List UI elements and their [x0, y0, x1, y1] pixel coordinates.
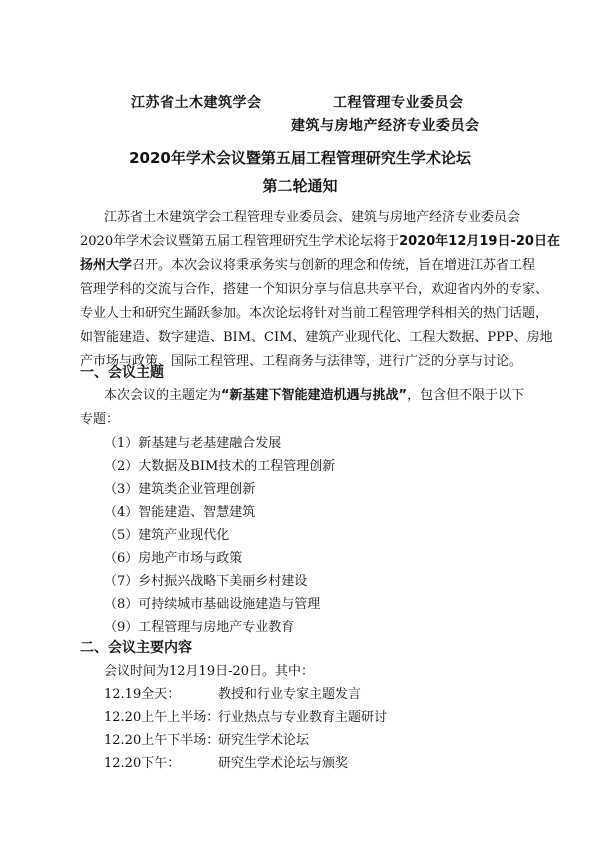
committee-name-1: 工程管理专业委员会: [333, 95, 464, 111]
theme-lead-2: 专题：: [80, 412, 120, 427]
schedule-lead: 会议时间为12月19日-20日。其中：: [104, 664, 315, 679]
meeting-date: 2020年12月19日-20日在: [399, 234, 560, 249]
theme-title: “新基建下智能建造机遇与挑战”: [221, 388, 408, 403]
topic-item: （5）建筑产业现代化: [104, 528, 230, 543]
schedule-desc: 教授和行业专家主题发言: [218, 687, 362, 702]
schedule-time: 12.20下午：: [104, 756, 181, 771]
topic-item: （4）智能建造、智慧建筑: [104, 505, 256, 520]
topic-item: （8）可持续城市基础设施建造与管理: [104, 597, 321, 612]
intro-line: 产市场与政策、国际工程管理、工程商务与法律等，进行广泛的分享与讨论。: [80, 354, 523, 369]
intro-line: [80, 230, 560, 254]
topic-item: （1）新基建与老基建融合发展: [104, 436, 282, 451]
schedule-time: 12.20上午下半场：: [104, 733, 220, 748]
document-title: 2020年学术会议暨第五届工程管理研究生学术论坛: [129, 149, 471, 167]
topic-item: （3）建筑类企业管理创新: [104, 482, 256, 497]
intro-line: 专业人士和研究生踊跃参加。本次论坛将针对当前工程管理学科相关的热门话题，: [80, 306, 549, 321]
section-heading-theme: 一、会议主题: [80, 365, 164, 381]
theme-lead-text: 本次会议的主题定为: [104, 388, 222, 403]
topic-item: （9）工程管理与房地产专业教育: [104, 620, 295, 635]
schedule-time: 12.20上午上半场：: [104, 710, 220, 725]
topic-item: （2）大数据及BIM技术的工程管理创新: [104, 459, 336, 474]
intro-text: 2020年学术会议暨第五届工程管理研究生学术论坛将于: [80, 234, 400, 249]
schedule-desc: 研究生学术论坛与颁奖: [218, 756, 349, 771]
theme-lead-text: ，包含但不限于以下: [407, 388, 525, 403]
theme-lead: [104, 384, 524, 408]
intro-line: 管理学科的交流与合作，搭建一个知识分享与信息共享平台，欢迎省内外的专家、: [80, 282, 549, 297]
schedule-desc: 行业热点与专业教育主题研讨: [218, 710, 388, 725]
intro-line: [80, 254, 535, 278]
committee-name-2: 建筑与房地产经济专业委员会: [291, 118, 480, 134]
organizer-name: 江苏省土木建筑学会: [131, 95, 262, 111]
schedule-time: 12.19全天：: [104, 687, 181, 702]
meeting-venue: 扬州大学: [80, 258, 133, 273]
intro-line: 如智能建造、数字建造、BIM、CIM、建筑产业现代化、工程大数据、PPP、房地: [80, 330, 553, 345]
schedule-desc: 研究生学术论坛: [218, 733, 310, 748]
topic-item: （7）乡村振兴战略下美丽乡村建设: [104, 574, 308, 589]
document-subtitle: 第二轮通知: [262, 177, 338, 195]
intro-line: 江苏省土木建筑学会工程管理专业委员会、建筑与房地产经济专业委员会: [104, 210, 521, 225]
intro-text: 召开。本次会议将秉承务实与创新的理念和传统，旨在增进江苏省工程: [132, 258, 536, 273]
section-heading-content: 二、会议主要内容: [80, 640, 192, 656]
topic-item: （6）房地产市场与政策: [104, 551, 243, 566]
